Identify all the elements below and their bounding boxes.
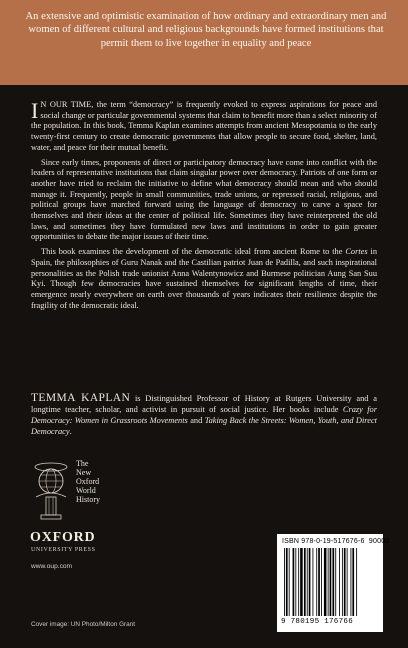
barcode bbox=[277, 534, 390, 632]
series-line-4: World bbox=[76, 486, 96, 495]
paragraph-3-text-b: in Spain, the philosophies of Guru Nanak and the Castilian patriot Juan de Padilla, and such inspirational personalities as the Polish trade unionist Anna Walentynowicz and Burmese politician Aung San Suu Kyi. Though few democracies have sustained themselves for significant lengths of time, their emergence nearly everywhere on earth over thousands of years indicates their resilience despite the fragility of the democratic ideal. bbox=[31, 247, 378, 310]
globe-column-icon bbox=[28, 457, 74, 523]
publisher-name: OXFORD bbox=[30, 530, 96, 545]
tagline: An extensive and optimistic examination of how ordinary and extraordinary men and women of different cultural and religious backgrounds have formed institutions that permit them to live together in equality and peace bbox=[25, 11, 387, 49]
description bbox=[31, 100, 377, 315]
price-code: 90000 bbox=[368, 538, 390, 545]
publisher-press: UNIVERSITY PRESS bbox=[31, 547, 96, 553]
tagline-banner bbox=[0, 0, 408, 85]
description-paragraph-3 bbox=[31, 247, 377, 311]
series-line-5: History bbox=[76, 495, 100, 504]
isbn-text bbox=[282, 538, 389, 545]
series-line-2: New bbox=[76, 468, 92, 477]
paragraph-1-text: N OUR TIME, the term “democracy” is frequently evoked to express aspirations for peace and social change or particular governmental systems that claim to benefit more than a select minority of the population. In this book, Temma Kaplan examines attempts from ancient Mesopotamia to the early twenty-first century to create democratic governments that allow people to secure food, shelter, land, water, and peace for their mutual benefit. bbox=[31, 100, 377, 152]
isbn-number: ISBN 978-0-19-517676-6 bbox=[282, 538, 365, 545]
barcode-number: 9 780195 176766 bbox=[281, 618, 354, 626]
description-paragraph-1 bbox=[31, 100, 377, 154]
author-bio-text-c: . bbox=[69, 427, 72, 436]
barcode-bars bbox=[284, 548, 376, 618]
series-line-1: The bbox=[76, 459, 89, 468]
paragraph-3-text-a: This book examines the development of the democratic ideal from ancient Rome to the bbox=[41, 247, 346, 257]
author-bio-text-b: and bbox=[187, 416, 205, 425]
cover-credit: Cover image: UN Photo/Milton Grant bbox=[31, 621, 136, 628]
publisher-url[interactable]: www.oup.com bbox=[31, 563, 73, 570]
author-bio-text-a: is Distinguished Professor of History at Rutgers University and a longtime teacher, scholar, and activist in pursuit of social justice. Her books include bbox=[31, 394, 377, 414]
cortes-term: Cortes bbox=[345, 247, 368, 257]
author-bio bbox=[31, 393, 377, 437]
series-logo bbox=[28, 457, 98, 525]
author-name: TEMMA KAPLAN bbox=[31, 392, 131, 404]
description-paragraph-2: Since early times, proponents of direct or participatory democracy have come into conflict with the leaders of representative institutions that claim singular power over democracy. Patriots of one form or another have tried to reclaim the initiative to define what democracy should mean and who should manage it. Frequently, people in small communities, trade unions, or repressed racial, religious, and political groups have marched forward using the language of democracy to carve a space for themselves and their ideas at the center of political life. Sometimes they have reinterpreted the old laws, and sometimes they have formulated new laws and institutions in order to gain greater opportunities to debate the major issues of their time. bbox=[31, 157, 377, 242]
series-line-3: Oxford bbox=[76, 477, 100, 486]
book-title-1: Crazy for Democracy: Women in Grassroots Movements bbox=[31, 405, 377, 425]
series-name bbox=[76, 459, 100, 504]
drop-cap: I bbox=[31, 98, 39, 123]
book-title-2: Taking Back the Streets: Women, Youth, and Direct Democracy bbox=[31, 416, 378, 436]
